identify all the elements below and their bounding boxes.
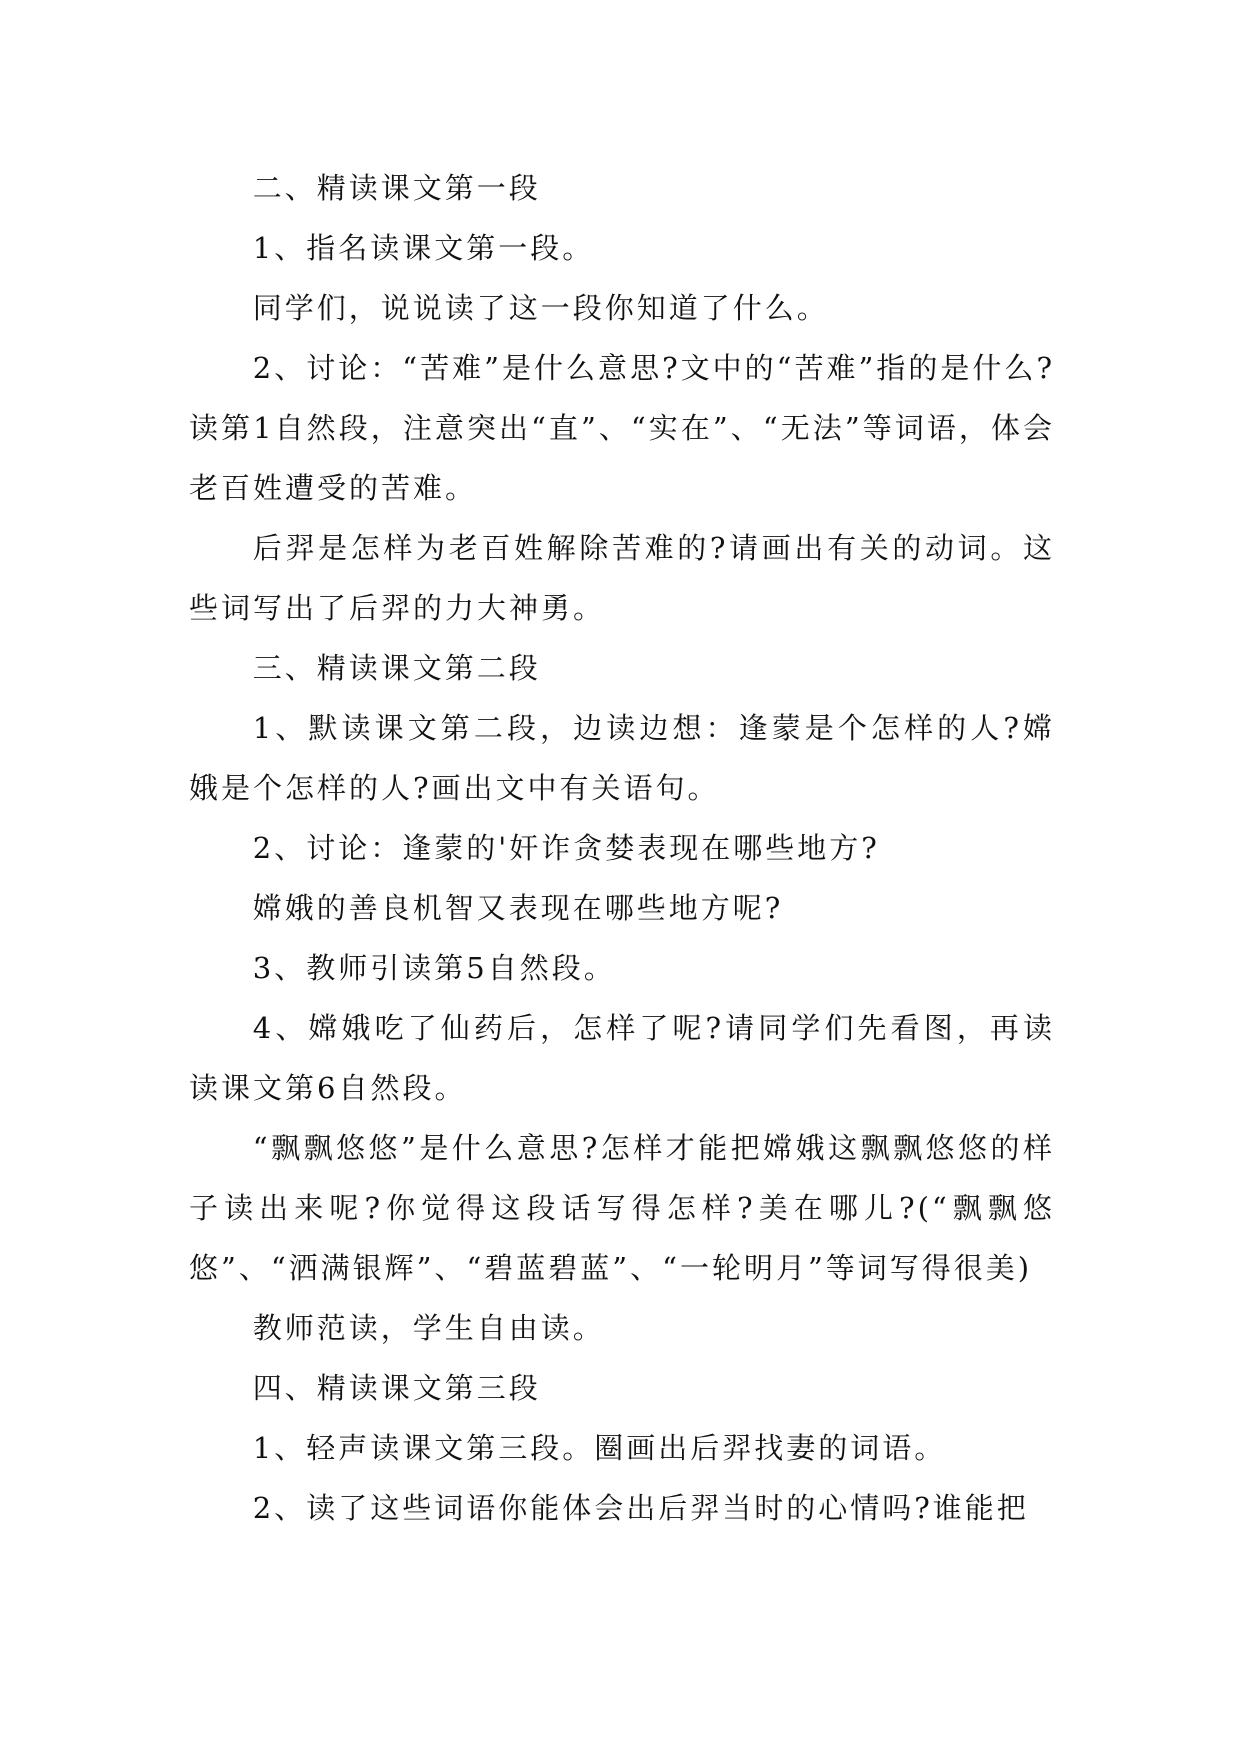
section-heading: 四、精读课文第三段 — [252, 1371, 541, 1405]
document-body — [189, 158, 1055, 1538]
paragraph: 1、轻声读课文第三段。圈画出后羿找妻的词语。 — [252, 1431, 947, 1465]
paragraph: 教师范读，学生自由读。 — [252, 1311, 605, 1345]
section-heading: 二、精读课文第一段 — [252, 171, 541, 205]
paragraph: 1、默读课文第二段，边读边想：逢蒙是个怎样的人?嫦娥是个怎样的人?画出文中有关语句。 — [189, 711, 1055, 805]
paragraph: 4、嫦娥吃了仙药后，怎样了呢?请同学们先看图，再读读课文第6自然段。 — [189, 1011, 1055, 1105]
section-heading: 三、精读课文第二段 — [252, 651, 541, 685]
paragraph: “飘飘悠悠”是什么意思?怎样才能把嫦娥这飘飘悠悠的样子读出来呢?你觉得这段话写得怎样?美在哪儿?(“飘飘悠悠”、“洒满银辉”、“碧蓝碧蓝”、“一轮明月”等词写得很美) — [189, 1131, 1055, 1285]
paragraph: 1、指名读课文第一段。 — [252, 231, 595, 265]
paragraph: 嫦娥的善良机智又表现在哪些地方呢? — [252, 891, 784, 925]
paragraph: 同学们，说说读了这一段你知道了什么。 — [252, 291, 829, 325]
paragraph: 后羿是怎样为老百姓解除苦难的?请画出有关的动词。这些词写出了后羿的力大神勇。 — [189, 531, 1055, 625]
paragraph: 2、讨论：“苦难”是什么意思?文中的“苦难”指的是什么?读第1自然段，注意突出“直”、“实在”、“无法”等词语，体会老百姓遭受的苦难。 — [189, 351, 1055, 505]
paragraph: 3、教师引读第5自然段。 — [252, 951, 616, 985]
paragraph: 2、讨论：逢蒙的'奸诈贪婪表现在哪些地方? — [252, 831, 880, 865]
paragraph: 2、读了这些词语你能体会出后羿当时的心情吗?谁能把 — [252, 1491, 1029, 1525]
